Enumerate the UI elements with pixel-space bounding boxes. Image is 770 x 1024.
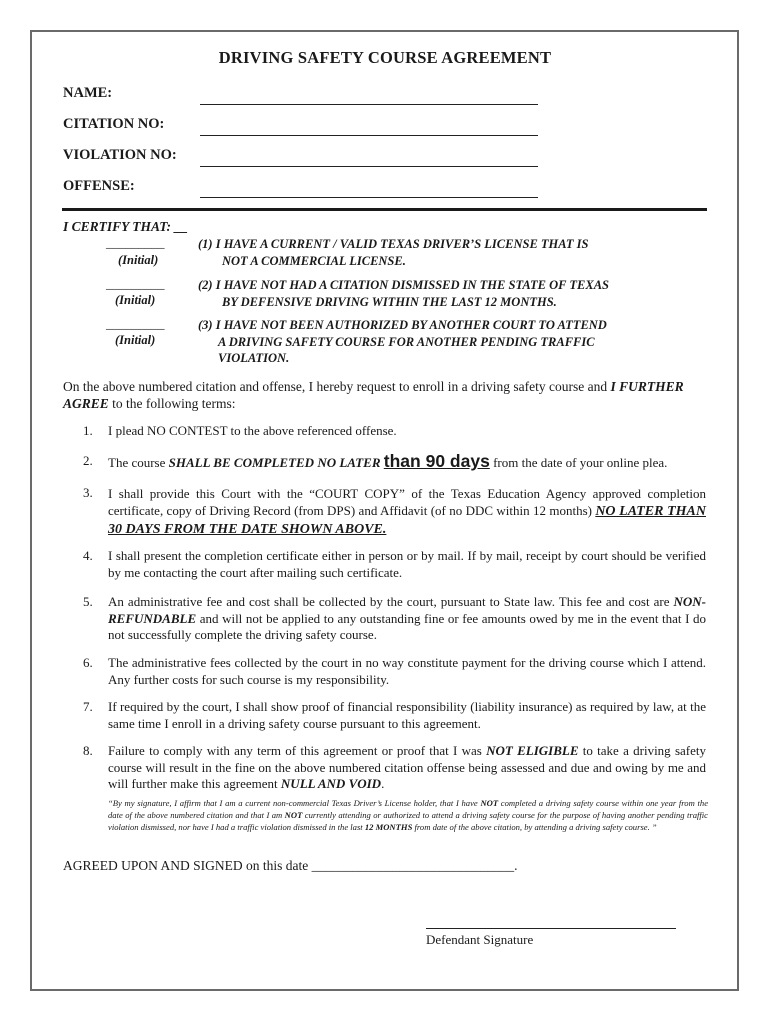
initial-label-1: (Initial) [118, 253, 159, 267]
citation-no-line[interactable] [200, 135, 538, 136]
signature-line[interactable] [426, 928, 676, 929]
term-2-text: The course [108, 455, 169, 470]
certification-2 [198, 277, 678, 310]
citation-no-field[interactable] [63, 116, 543, 138]
term-text [108, 743, 706, 793]
name-label: NAME: [63, 85, 113, 101]
fine-print-e: currently attending or authorized to attend a driving safety course for the purpose of having another pending traffic violation dismissed, nor have I had a traffic violation dismissed in the last [108, 810, 708, 832]
term-2-emphasis: SHALL BE COMPLETED NO LATER [168, 455, 384, 470]
fine-print-not-1: NOT [480, 798, 499, 808]
agreed-signed-date-line[interactable]: AGREED UPON AND SIGNED on this date ______________________________. [63, 858, 518, 873]
certification-1 [198, 236, 678, 269]
term-5-text: An administrative fee and cost shall be collected by the court, pursuant to State law. This fee and cost are [108, 594, 674, 609]
term-4-text: I shall present the completion certificate either in person or by mail. If by mail, receipt by court should be verified by me contacting the court after mailing such certificate. [108, 548, 706, 580]
intro-further-agree: I FURTHER AGREE [63, 379, 684, 411]
certification-3-line3: VIOLATION. [218, 351, 290, 365]
term-8-text: Failure to comply with any term of this agreement or proof that I was [108, 743, 487, 758]
initial-blank-1[interactable]: _________ [106, 235, 165, 250]
defendant-signature-label: Defendant Signature [426, 932, 534, 947]
certify-heading: I CERTIFY THAT: __ [63, 219, 188, 234]
initial-blank-2[interactable]: _________ [106, 276, 165, 291]
fine-print-a: “By my signature, I affirm that I am a current non-commercial Texas Driver’s License holder, that I have [108, 798, 481, 808]
term-number: 4. [83, 548, 93, 563]
intro-paragraph [63, 378, 708, 412]
violation-no-label: VIOLATION NO: [63, 147, 177, 163]
offense-field[interactable] [63, 178, 543, 200]
fine-print-not-2: NOT [284, 810, 303, 820]
term-text [108, 699, 706, 732]
term-8-null-void: NULL AND VOID [280, 776, 382, 791]
term-number: 1. [83, 423, 93, 438]
fine-print-g: from date of the above citation, by attending a driving safety course. ” [412, 822, 657, 832]
intro-text-end: to the following terms: [108, 396, 236, 411]
offense-line[interactable] [200, 197, 538, 198]
name-line[interactable] [200, 104, 538, 105]
term-number: 2. [83, 453, 93, 468]
term-number: 8. [83, 743, 93, 758]
violation-no-line[interactable] [200, 166, 538, 167]
violation-no-field[interactable] [63, 147, 543, 169]
certification-2-line2: BY DEFENSIVE DRIVING WITHIN THE LAST 12 MONTHS. [222, 294, 557, 309]
term-text [108, 655, 706, 688]
term-6-text: The administrative fees collected by the court in no way constitute payment for the driving course which I attend. Any further costs for such course is my responsibility. [108, 655, 706, 687]
term-text [108, 594, 706, 644]
certification-3 [198, 317, 678, 367]
term-text [108, 485, 706, 538]
section-divider [62, 208, 707, 211]
term-text [108, 453, 706, 472]
citation-no-label: CITATION NO: [63, 116, 165, 132]
term-3-text: I shall provide this Court with the “COURT COPY” of the Texas Education Agency approved completion certificate, copy of Driving Record (from DPS) and Affidavit (of no DDC within 12 months) [108, 486, 706, 518]
term-text [108, 548, 706, 581]
term-number: 3. [83, 485, 93, 500]
term-2-deadline: than 90 days [383, 451, 490, 471]
term-5-text-end: and will not be applied to any outstanding fine or fee amounts owed by me in the event that I do not successfully complete the driving safety course. [108, 610, 706, 642]
certification-3-line2: A DRIVING SAFETY COURSE FOR ANOTHER PENDING TRAFFIC [218, 334, 595, 349]
initial-label-3: (Initial) [115, 333, 156, 347]
intro-text: On the above numbered citation and offense, I hereby request to enroll in a driving safety course and [63, 379, 611, 394]
name-field[interactable] [63, 85, 543, 107]
term-number: 7. [83, 699, 93, 714]
term-number: 6. [83, 655, 93, 670]
term-7-text: If required by the court, I shall show proof of financial responsibility (liability insurance) as required by law, at the same time I enroll in a driving safety course pursuant to this agreement. [108, 699, 706, 731]
term-3-deadline: NO LATER THAN 30 DAYS FROM THE DATE SHOWN ABOVE. [108, 504, 706, 537]
term-8-text-end: . [381, 776, 385, 791]
document-title: DRIVING SAFETY COURSE AGREEMENT [218, 48, 552, 67]
term-8-text-mid: to take a driving safety course will result in the fine on the above numbered citation offense being assessed and due and owing by me and will further make this agreement [108, 743, 706, 791]
certification-1-line2: NOT A COMMERCIAL LICENSE. [222, 253, 406, 268]
term-text [108, 423, 706, 440]
term-2-text-end: from the date of your online plea. [493, 455, 668, 470]
affirmation-fine-print [108, 797, 708, 833]
certification-3-line1: (3) I HAVE NOT BEEN AUTHORIZED BY ANOTHER COURT TO ATTEND [198, 318, 607, 332]
initial-label-2: (Initial) [115, 293, 156, 307]
certification-1-line1: (1) I HAVE A CURRENT / VALID TEXAS DRIVER’S LICENSE THAT IS [198, 237, 589, 251]
fine-print-12-months: 12 MONTHS [364, 822, 413, 832]
certification-2-line1: (2) I HAVE NOT HAD A CITATION DISMISSED IN THE STATE OF TEXAS [198, 278, 609, 292]
initial-blank-3[interactable]: _________ [106, 316, 165, 331]
term-8-not-eligible: NOT ELIGIBLE [486, 743, 579, 758]
fine-print-c: completed a driving safety course within one year from the date of the above numbered citation and that I am [108, 798, 709, 820]
term-1-text: I plead NO CONTEST to the above referenced offense. [108, 423, 397, 438]
term-5-non-refundable: NON-REFUNDABLE [108, 594, 706, 626]
offense-label: OFFENSE: [63, 178, 135, 194]
term-number: 5. [83, 594, 93, 609]
